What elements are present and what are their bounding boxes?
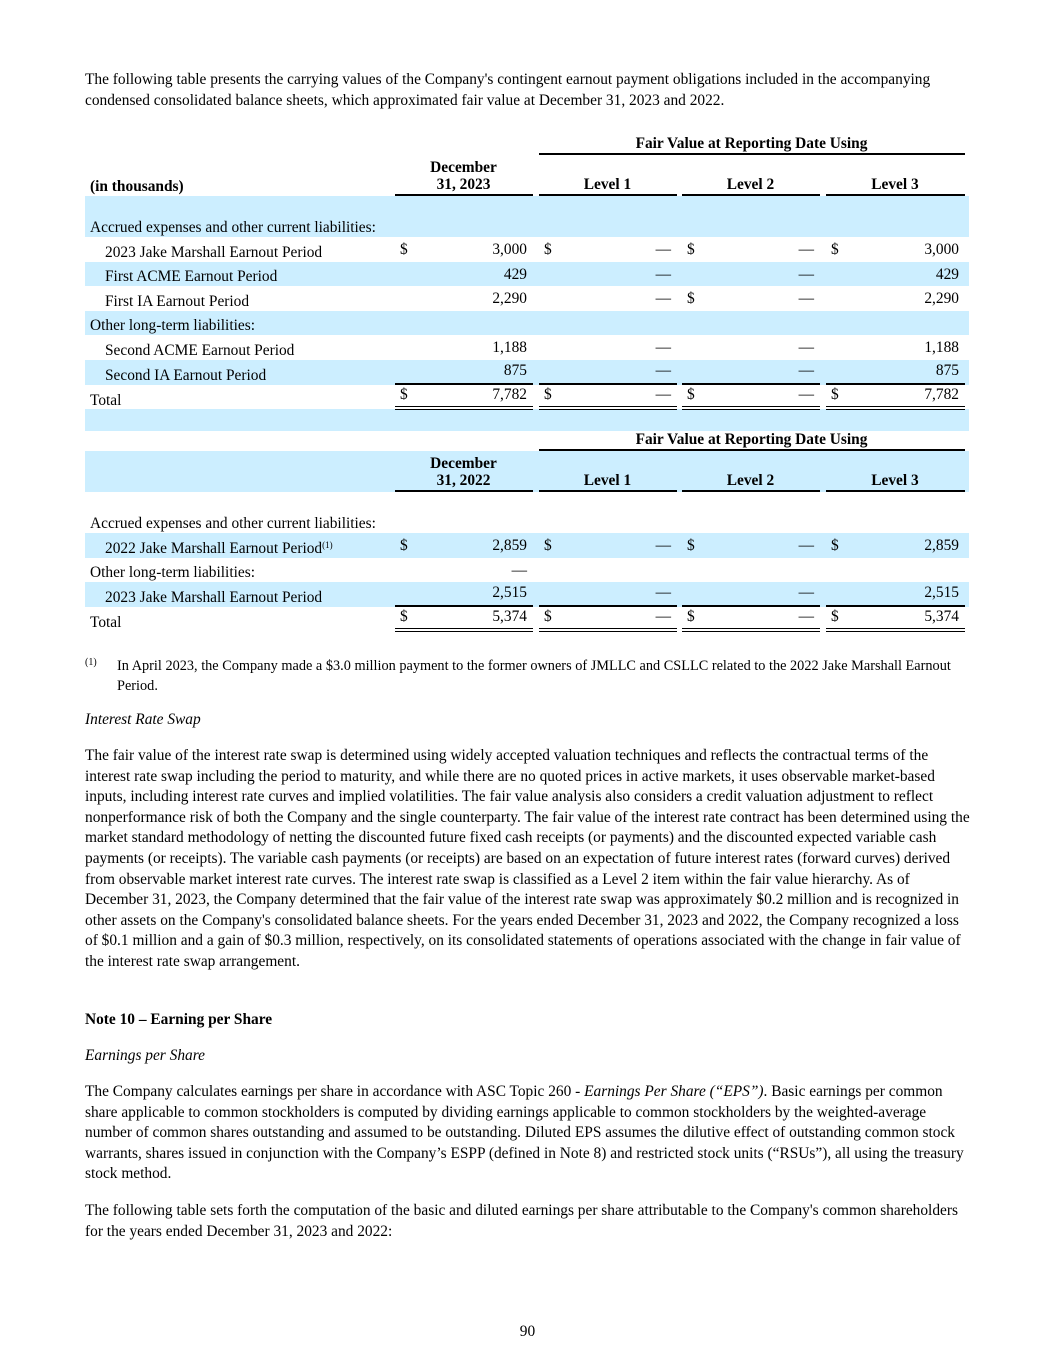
currency-sign: $ — [831, 607, 839, 625]
row-label-text: Accrued expenses and other current liabilities: — [90, 219, 376, 236]
value-cell — [682, 262, 820, 287]
earnout-table-2023 — [85, 135, 969, 431]
value: — — [655, 339, 671, 357]
value-cell — [395, 582, 533, 607]
row-label-text: 2022 Jake Marshall Earnout Period — [105, 539, 323, 557]
value: — — [798, 361, 814, 379]
units-label — [85, 451, 395, 492]
value-cell — [682, 492, 820, 533]
value-cell — [539, 262, 677, 287]
value: 2,859 — [492, 537, 527, 554]
value-cell — [682, 311, 820, 336]
value-cell — [826, 237, 965, 262]
value: 5,374 — [924, 607, 959, 625]
eps-text-2: . Basic earnings per common share applicable to common stockholders is computed by dividing earnings applicable to common stockholders by the weighted-average number of common shares outstanding and assumed to be outstanding. Diluted EPS assumes the dilutive effect of outstanding common stock warrants, shares issued in conjunction with the Company’s ESPP (defined in Note 8) and restricted stock units (“RSUs”), all using the treasury stock method. — [85, 1083, 964, 1183]
value: 1,188 — [924, 339, 959, 357]
value-cell — [682, 385, 820, 411]
value-cell — [682, 360, 820, 385]
row-label-text: Second IA Earnout Period — [105, 366, 267, 384]
table-row — [85, 533, 969, 558]
currency-sign: $ — [400, 607, 408, 625]
value: 429 — [503, 265, 527, 283]
value-cell — [826, 385, 965, 411]
value: 7,782 — [492, 385, 527, 403]
value-cell — [826, 533, 965, 558]
value: — — [655, 290, 671, 308]
value: 7,782 — [924, 385, 959, 403]
value: — — [511, 561, 527, 579]
spacer — [85, 431, 395, 451]
currency-sign: $ — [544, 241, 552, 258]
value: 5,374 — [492, 607, 527, 625]
value: 875 — [935, 361, 959, 379]
group-header: Fair Value at Reporting Date Using — [539, 135, 965, 155]
value: — — [798, 265, 814, 283]
value: — — [798, 607, 814, 625]
table-row — [85, 492, 969, 533]
row-label — [85, 492, 395, 533]
value: — — [798, 385, 814, 403]
row-label-text: Second ACME Earnout Period — [105, 341, 295, 359]
row-label-text: Total — [90, 614, 122, 632]
eps-paragraph — [85, 1082, 971, 1185]
value-cell — [826, 492, 965, 533]
group-header: Fair Value at Reporting Date Using — [539, 431, 965, 451]
currency-sign: $ — [400, 537, 408, 554]
table-row — [85, 311, 969, 336]
swap-heading: Interest Rate Swap — [85, 711, 201, 728]
table-row — [85, 385, 969, 410]
value: 3,000 — [924, 241, 959, 258]
level-header: Level 2 — [682, 155, 820, 196]
value: — — [655, 385, 671, 403]
value-cell — [539, 385, 677, 411]
date-header-cell — [395, 155, 533, 196]
row-label — [85, 286, 395, 311]
footnote — [85, 656, 971, 696]
earnout-table-2022 — [85, 431, 969, 631]
table-row — [85, 582, 969, 607]
group-header-row — [85, 431, 969, 451]
row-label-text: First IA Earnout Period — [105, 292, 250, 310]
intro-paragraph: The following table presents the carrying values of the Company's contingent earnout payment obligations included in the accompanying condensed consolidated balance sheets, which approximated fair value at December 31, 2023 and 2022. — [85, 71, 931, 109]
column-header-row — [85, 155, 969, 196]
value-cell — [539, 360, 677, 385]
page-number: 90 — [519, 1323, 536, 1340]
value: 2,515 — [924, 584, 959, 602]
value-cell — [682, 237, 820, 262]
row-label-text: Other long-term liabilities: — [90, 564, 255, 582]
value-cell — [395, 196, 533, 237]
row-label — [85, 582, 395, 607]
value-cell — [826, 582, 965, 607]
value-cell — [539, 311, 677, 336]
value-cell — [539, 533, 677, 558]
level-header: Level 1 — [539, 451, 677, 492]
eps-table-intro: The following table sets forth the computation of the basic and diluted earnings per share attributable to the Company's common shareholders for the years ended December 31, 2023 and 2022: — [85, 1202, 958, 1240]
value-cell — [395, 335, 533, 360]
value-cell — [395, 286, 533, 311]
value-cell — [682, 607, 820, 633]
units-label: (in thousands) — [90, 178, 184, 195]
table-row — [85, 196, 969, 237]
spacer — [85, 135, 395, 155]
currency-sign: $ — [831, 537, 839, 554]
level-header: Level 1 — [539, 155, 677, 196]
spacer — [395, 135, 533, 155]
value-cell — [826, 262, 965, 287]
value-cell — [395, 237, 533, 262]
value: 875 — [503, 361, 527, 379]
value: — — [655, 265, 671, 283]
value-cell — [539, 237, 677, 262]
value-cell — [826, 360, 965, 385]
currency-sign: $ — [687, 385, 695, 403]
value-cell — [826, 286, 965, 311]
value: — — [655, 361, 671, 379]
group-header-row — [85, 135, 969, 155]
value-cell — [395, 607, 533, 633]
value-cell — [395, 360, 533, 385]
value: 1,188 — [492, 339, 527, 357]
value-cell — [826, 607, 965, 633]
row-label-text: 2023 Jake Marshall Earnout Period — [105, 588, 323, 606]
spacer-row — [85, 409, 969, 431]
value-cell — [539, 492, 677, 533]
row-label — [85, 360, 395, 385]
value: — — [655, 537, 671, 554]
note-10-heading: Note 10 – Earning per Share — [85, 1011, 273, 1028]
value-cell — [539, 607, 677, 633]
eps-text-italic: Earnings Per Share (“EPS”) — [584, 1083, 764, 1100]
level-header: Level 3 — [826, 155, 965, 196]
row-label — [85, 335, 395, 360]
value-cell — [539, 286, 677, 311]
value: — — [798, 584, 814, 602]
date-header: December 31, 2022 — [430, 455, 497, 489]
value: 2,515 — [492, 584, 527, 602]
row-label — [85, 558, 395, 583]
value: — — [798, 290, 814, 308]
value-cell — [395, 533, 533, 558]
value-cell — [395, 558, 533, 583]
value-cell — [682, 533, 820, 558]
table-row — [85, 237, 969, 262]
value: 429 — [935, 265, 959, 283]
row-label-text: 2023 Jake Marshall Earnout Period — [105, 243, 323, 261]
value: — — [798, 339, 814, 357]
currency-sign: $ — [831, 385, 839, 403]
value: 3,000 — [492, 241, 527, 258]
value-cell — [539, 582, 677, 607]
currency-sign: $ — [687, 607, 695, 625]
currency-sign: $ — [687, 290, 695, 308]
value-cell — [826, 558, 965, 583]
table-row — [85, 558, 969, 583]
eps-heading: Earnings per Share — [85, 1047, 205, 1064]
date-header: December 31, 2023 — [430, 159, 497, 193]
value: 2,290 — [924, 290, 959, 308]
value: 2,290 — [492, 290, 527, 308]
value: — — [798, 241, 814, 258]
currency-sign: $ — [687, 537, 695, 554]
value-cell — [395, 385, 533, 411]
currency-sign: $ — [544, 385, 552, 403]
row-label — [85, 311, 395, 336]
value: — — [798, 537, 814, 554]
table-row — [85, 607, 969, 632]
row-label — [85, 607, 395, 633]
row-label-text: Total — [90, 392, 122, 410]
currency-sign: $ — [400, 385, 408, 403]
swap-paragraph: The fair value of the interest rate swap is determined using widely accepted valuation techniques and reflects the contractual terms of the interest rate swap including the period to maturity, and while there are no quoted prices in active markets, it uses observable market-based inputs, including interest rate curves and implied volatilities. The fair value analysis also considers a credit valuation adjustment to reflect nonperformance risk of both the Company and the single counterparty. The fair value of the interest rate contract has been determined using the market standard methodology of netting the discounted future fixed cash receipts (or payments) and the discounted expected variable cash payments (or receipts). The variable cash payments (or receipts) are based on an expectation of future interest rates (forward curves) derived from observable market interest rate curves. The interest rate swap is classified as a Level 2 item within the fair value hierarchy. As of December 31, 2023, the Company determined that the fair value of the interest rate swap was approximately $0.2 million and is recognized in other assets on the Company's consolidated balance sheets. For the years ended December 31, 2023 and 2022, the Company recognized a loss of $0.1 million and a gain of $0.3 million, respectively, on its consolidated statements of operations associated with the change in fair value of the interest rate swap arrangement. — [85, 747, 970, 970]
footnote-ref: (1) — [322, 539, 333, 550]
value-cell — [826, 196, 965, 237]
value: — — [655, 241, 671, 258]
value-cell — [395, 262, 533, 287]
level-header: Level 2 — [682, 451, 820, 492]
value-cell — [682, 582, 820, 607]
value-cell — [395, 492, 533, 533]
row-label — [85, 262, 395, 287]
currency-sign: $ — [831, 241, 839, 258]
table-row — [85, 360, 969, 385]
value-cell — [826, 335, 965, 360]
currency-sign: $ — [687, 241, 695, 258]
value-cell — [395, 311, 533, 336]
row-label — [85, 533, 395, 558]
table-row — [85, 286, 969, 311]
column-header-row — [85, 451, 969, 492]
currency-sign: $ — [544, 537, 552, 554]
footnote-text: In April 2023, the Company made a $3.0 million payment to the former owners of JMLLC and CSLLC related to the 2022 Jake Marshall Earnout Period. — [117, 658, 951, 694]
row-label-text: Other long-term liabilities: — [90, 317, 255, 335]
row-label — [85, 385, 395, 411]
eps-text-1: The Company calculates earnings per share in accordance with ASC Topic 260 - — [85, 1083, 585, 1100]
spacer — [395, 431, 533, 451]
value-cell — [539, 558, 677, 583]
value-cell — [539, 196, 677, 237]
value-cell — [682, 286, 820, 311]
table-row — [85, 335, 969, 360]
value: — — [655, 584, 671, 602]
row-label-text: First ACME Earnout Period — [105, 268, 278, 286]
currency-sign: $ — [544, 607, 552, 625]
row-label — [85, 237, 395, 262]
table-row — [85, 262, 969, 287]
value-cell — [682, 196, 820, 237]
value: — — [655, 607, 671, 625]
value-cell — [682, 335, 820, 360]
value: 2,859 — [924, 537, 959, 554]
date-header-cell — [395, 451, 533, 492]
row-label-text: Accrued expenses and other current liabilities: — [90, 515, 376, 532]
level-header: Level 3 — [826, 451, 965, 492]
row-label — [85, 196, 395, 237]
value-cell — [539, 335, 677, 360]
value-cell — [826, 311, 965, 336]
value-cell — [682, 558, 820, 583]
currency-sign: $ — [400, 241, 408, 258]
footnote-mark: (1) — [85, 657, 97, 668]
